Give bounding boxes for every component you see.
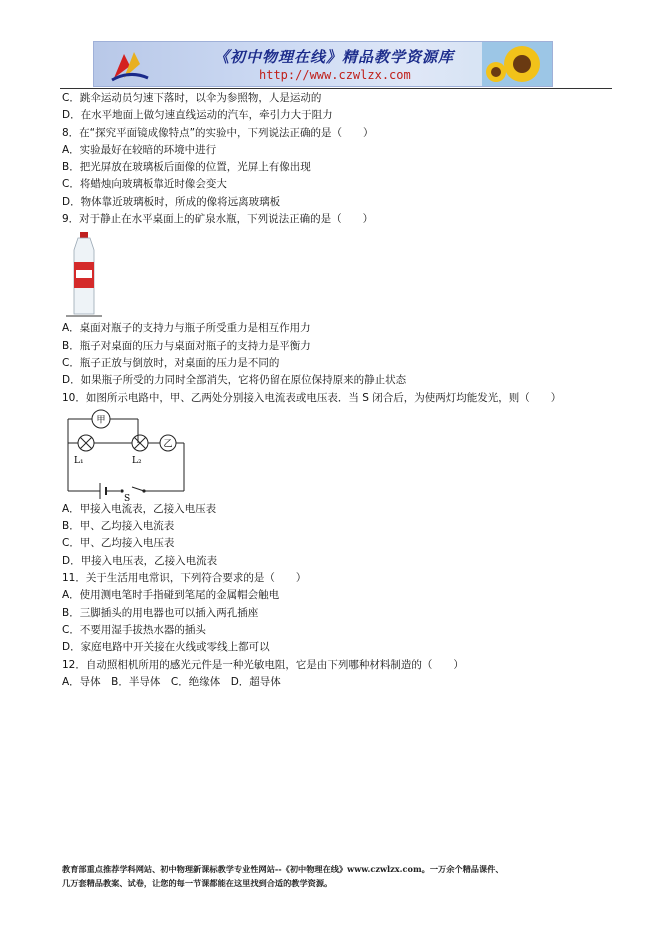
option-line: B．把光屏放在玻璃板后面像的位置，光屏上有像出现	[62, 161, 311, 174]
option-line: B．三脚插头的用电器也可以插入两孔插座	[62, 606, 259, 619]
sunflower-icon	[482, 42, 552, 87]
text-line: C．跳伞运动员匀速下落时，以伞为参照物，人是运动的	[62, 92, 322, 104]
option-line: A．甲接入电流表，乙接入电压表	[62, 502, 217, 515]
banner-url[interactable]: http://www.czwlzx.com	[259, 68, 411, 82]
question-11-stem: 11．关于生活用电常识，下列符合要求的是（ ）	[62, 572, 307, 585]
option-line: D．家庭电路中开关接在火线或零线上都可以	[62, 641, 270, 654]
question-9-stem: 9．对于静止在水平桌面上的矿泉水瓶，下列说法正确的是（ ）	[62, 213, 374, 226]
option-line: C．将蜡烛向玻璃板靠近时像会变大	[62, 178, 227, 191]
circuit-label-l1: L₁	[74, 455, 84, 466]
question-8-stem: 8．在“探究平面镜成像特点”的实验中，下列说法正确的是（ ）	[62, 126, 374, 139]
question-block-2	[62, 320, 622, 406]
circuit-label-s: S	[124, 493, 131, 501]
option-line: A．桌面对瓶子的支持力与瓶子所受重力是相互作用力	[62, 322, 311, 335]
option-line: A．导体 B．半导体 C．绝缘体 D．超导体	[62, 675, 281, 688]
header-banner	[93, 41, 553, 87]
question-10-stem: 10．如图所示电路中，甲、乙两处分别接入电流表或电压表．当 S 闭合后，为使两灯均能发光，则（ ）	[62, 391, 562, 404]
option-line: A．实验最好在较暗的环境中进行	[62, 143, 217, 156]
option-line: D．如果瓶子所受的力同时全部消失，它将仍留在原位保持原来的静止状态	[62, 374, 407, 387]
site-logo-icon	[110, 48, 150, 82]
circuit-label-l2: L₂	[132, 455, 142, 466]
question-block-1	[62, 90, 622, 228]
banner-title: 《初中物理在线》精品教学资源库	[214, 48, 455, 66]
option-line: C．甲、乙均接入电压表	[62, 537, 175, 550]
option-line: C．不要用湿手拔热水器的插头	[62, 623, 206, 636]
option-line: A．使用测电笔时手指碰到笔尾的金属帽会触电	[62, 589, 280, 602]
option-line: D．物体靠近玻璃板时，所成的像将远离玻璃板	[62, 195, 281, 208]
question-content	[62, 90, 622, 691]
footer-line: 教育部重点推荐学科网站、初中物理新课标教学专业性网站--《初中物理在线》www.czwlzx.com。一万余个精品课件、	[62, 864, 504, 874]
circuit-label-jia: 甲	[96, 415, 106, 426]
question-block-3	[62, 501, 622, 691]
circuit-diagram	[62, 409, 190, 501]
option-line: D．甲接入电压表，乙接入电流表	[62, 554, 218, 567]
water-bottle-figure	[64, 230, 104, 320]
header-rule	[60, 88, 612, 89]
text-line: D．在水平地面上做匀速直线运动的汽车，牵引力大于阻力	[62, 109, 333, 122]
option-line: B．瓶子对桌面的压力与桌面对瓶子的支持力是平衡力	[62, 339, 311, 352]
page-footer	[62, 862, 622, 890]
circuit-label-yi: 乙	[163, 439, 173, 450]
option-line: B．甲、乙均接入电流表	[62, 520, 175, 533]
option-line: C．瓶子正放与倒放时，对桌面的压力是不同的	[62, 356, 280, 369]
footer-line: 几万套精品教案、试卷，让您的每一节课都能在这里找到合适的教学资源。	[62, 878, 333, 888]
question-12-stem: 12．自动照相机所用的感光元件是一种光敏电阻，它是由下列哪种材料制造的（ ）	[62, 658, 464, 671]
